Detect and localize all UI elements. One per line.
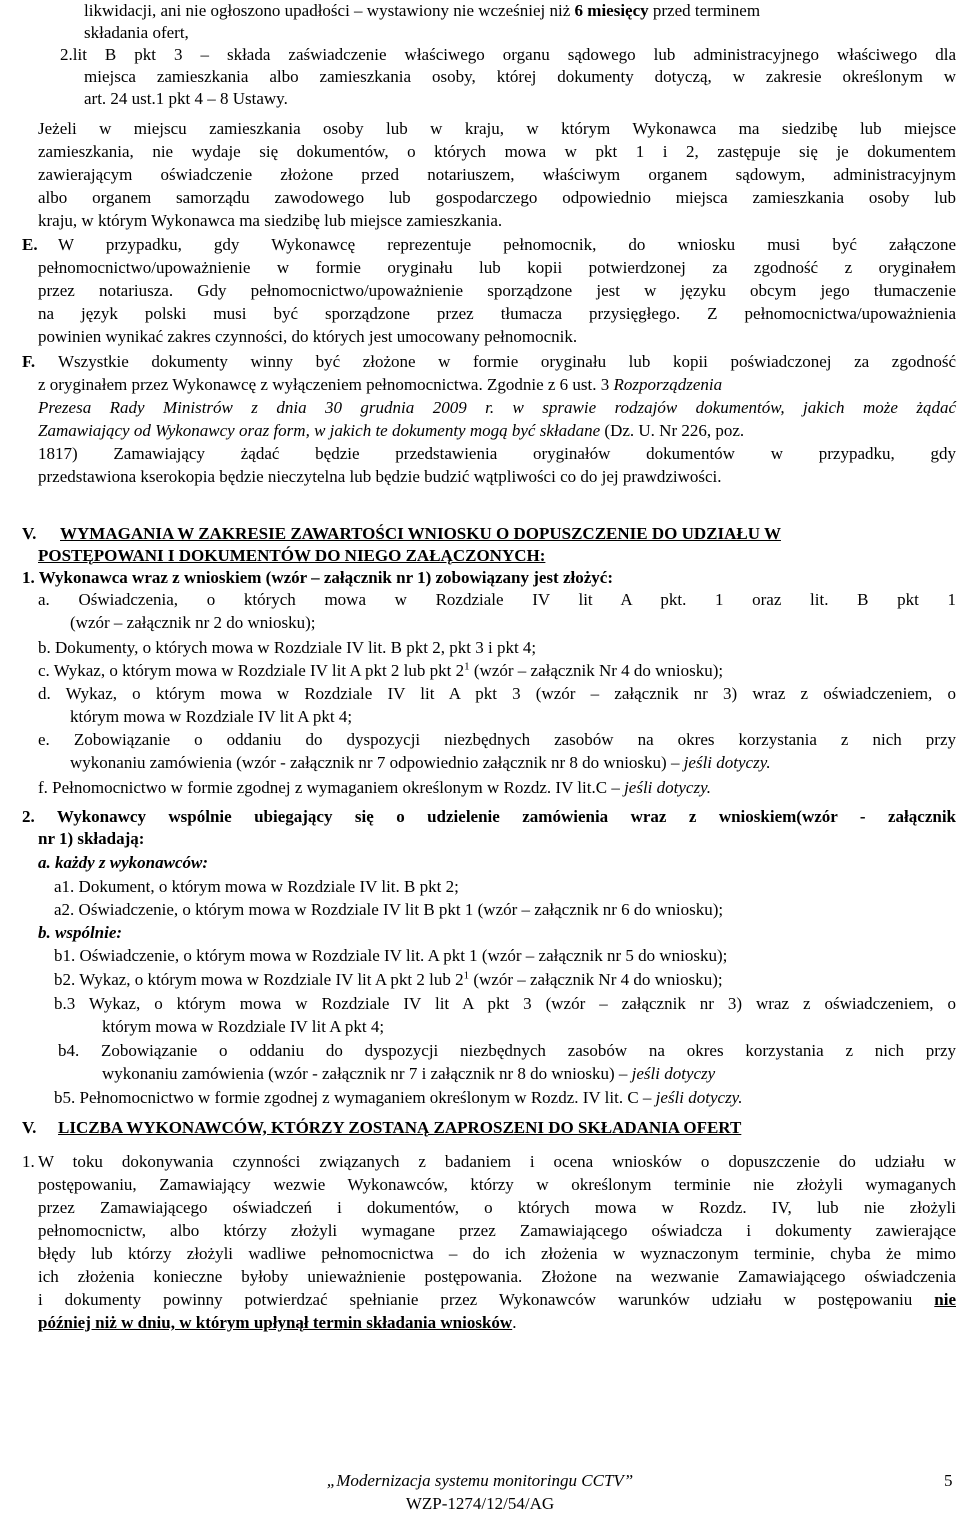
jezeli-line-4: albo organem samorządu zawodowego lub gospodarczego odpowiednio miejsca zamieszkania osoby lub: [38, 188, 956, 207]
item-b: b. Dokumenty, o których mowa w Rozdziale IV lit. B pkt 2, pkt 3 i pkt 4;: [38, 638, 537, 657]
section-f-line-2: z oryginałem przez Wykonawcę z wyłączeniem pełnomocnictwa. Zgodnie z 6 ust. 3 Rozporządzenia: [38, 375, 723, 394]
section-v-point-2-line-2: nr 1) składają:: [38, 829, 145, 848]
top-line-5: art. 24 ust.1 pkt 4 – 8 Ustawy.: [84, 89, 288, 108]
section-f-line-3: Prezesa Rady Ministrów z dnia 30 grudnia 2009 r. w sprawie rodzajów dokumentów, jakich może żądać: [38, 398, 956, 417]
jezeli-line-5: kraju, w którym Wykonawca ma siedzibę lub miejsce zamieszkania.: [38, 211, 503, 230]
section-e-line-4: na język polski musi być sporządzone przez tłumacza przysięgłego. Z pełnomocnictwa/upoważnienia: [38, 304, 956, 323]
jezeli-line-3: zawierającym oświadczenie złożone przed notariuszem, właściwym organem sądowym, administracyjnym: [38, 165, 956, 184]
section-v2-line-5: błędy lub którzy złożyli wadliwe pełnomocnictwa – do ich złożenia w wyznaczonym terminie, chyba że mimo: [38, 1244, 956, 1263]
footer-reference: WZP-1274/12/54/AG: [405, 1494, 555, 1513]
section-e-letter: E.: [22, 235, 38, 254]
item-d-line-1: d. Wykaz, o którym mowa w Rozdziale IV lit A pkt 3 (wzór – załącznik nr 3) wraz z oświadczeniem, o: [38, 684, 956, 703]
section-v2-line-8: później niż w dniu, w którym upłynął termin składania wniosków.: [38, 1313, 517, 1332]
section-v-number: V.: [22, 524, 37, 543]
top-line-2: składania ofert,: [84, 23, 189, 42]
section-f-line-4: Zamawiający od Wykonawcy oraz form, w jakich te dokumenty mogą być składane (Dz. U. Nr 226, poz.: [38, 421, 745, 440]
section-e-line-1: W przypadku, gdy Wykonawcę reprezentuje pełnomocnik, do wniosku musi być załączone: [58, 235, 956, 254]
item-a1: a1. Dokument, o którym mowa w Rozdziale IV lit. B pkt 2;: [54, 877, 459, 896]
item-a-line-1: a. Oświadczenia, o których mowa w Rozdziale IV lit A pkt. 1 oraz lit. B pkt 1: [38, 590, 956, 609]
section-v2-line-7: i dokumenty powinny potwierdzać spełnianie przez Wykonawców warunków udziału w postępowaniu nie: [38, 1290, 956, 1309]
item-a2: a2. Oświadczenie, o którym mowa w Rozdziale IV lit B pkt 1 (wzór – załącznik nr 6 do wniosku);: [54, 900, 724, 919]
top-line-4: miejsca zamieszkania albo zamieszkania osoby, której dokumenty dotyczą, w zakresie określonym w: [84, 67, 956, 86]
jezeli-line-2: zamieszkania, nie wydaje się dokumentów, o których mowa w pkt 1 i 2, zastępuje się je dokumentem: [38, 142, 956, 161]
section-v2-line-3: przez Zamawiającego oświadczeń i dokumentów, o których mowa w Rozdz. IV, lub nie złożyli: [38, 1198, 956, 1217]
section-v2-line-2: postępowaniu, Zamawiający wezwie Wykonawców, którzy w określonym terminie nie złożyli wymaganych: [38, 1175, 956, 1194]
section-f-letter: F.: [22, 352, 36, 371]
section-v2-point-1-number: 1.: [22, 1152, 35, 1171]
each-contractor-heading: a. każdy z wykonawców:: [38, 853, 208, 872]
section-v2-line-6: ich złożenia konieczne byłoby unieważnienie postępowania. Złożone na wezwanie Zamawiającego oświadczenia: [38, 1267, 956, 1286]
item-f: f. Pełnomocnictwo w formie zgodnej z wymaganiem określonym w Rozdz. IV lit.C – jeśli dotyczy.: [38, 778, 711, 797]
item-d-line-2: którym mowa w Rozdziale IV lit A pkt 4;: [70, 707, 353, 726]
top-line-1: likwidacji, ani nie ogłoszono upadłości – wystawiony nie wcześniej niż 6 miesięcy przed terminem: [84, 1, 761, 20]
section-e-line-2: pełnomocnictwo/upoważnienie w formie oryginału lub kopii potwierdzonej za zgodność z oryginałem: [38, 258, 956, 277]
item-b3-line-1: b.3 Wykaz, o którym mowa w Rozdziale IV lit A pkt 3 (wzór – załącznik nr 3) wraz z oświadczeniem, o: [54, 994, 956, 1013]
section-v2-line-4: pełnomocnictw, albo którzy złożyli wymagane przez Zamawiającego oświadcza i dokumenty zawierające: [38, 1221, 956, 1240]
section-f-line-6: przedstawiona kserokopia będzie nieczytelna lub będzie budzić wątpliwości co do jej prawdziwości.: [38, 467, 722, 486]
section-v2-line-1: W toku dokonywania czynności związanych z badaniem i ocena wniosków o dopuszczenie do udziału w: [38, 1152, 956, 1171]
item-e-line-2: wykonaniu zamówienia (wzór - załącznik nr 7 odpowiednio załącznik nr 8 do wniosku) – jeśli dotyczy.: [70, 753, 771, 772]
item-e-line-1: e. Zobowiązanie o oddaniu do dyspozycji niezbędnych zasobów na okres korzystania z nich przy: [38, 730, 956, 749]
item-c: c. Wykaz, o którym mowa w Rozdziale IV lit A pkt 2 lub pkt $2^1$ (wzór – załącznik Nr 4 do wniosku);: [38, 660, 724, 680]
section-v-point-1: 1. Wykonawca wraz z wnioskiem (wzór – załącznik nr 1) zobowiązany jest złożyć:: [22, 568, 613, 587]
item-b3-line-2: którym mowa w Rozdziale IV lit A pkt 4;: [102, 1017, 385, 1036]
section-v2-number: V.: [22, 1118, 37, 1137]
jointly-heading: b. wspólnie:: [38, 923, 123, 942]
item-a-line-2: (wzór – załącznik nr 2 do wniosku);: [70, 613, 316, 632]
item-b5: b5. Pełnomocnictwo w formie zgodnej z wymaganiem określonym w Rozdz. IV lit. C – jeśli dotyczy.: [54, 1088, 743, 1107]
top-line-3: 2.lit B pkt 3 – składa zaświadczenie właściwego organu sądowego lub administracyjnego właściwego dla: [60, 45, 956, 64]
section-e-line-5: powinien wynikać zakres czynności, do których jest umocowany pełnomocnik.: [38, 327, 578, 346]
item-b1: b1. Oświadczenie, o którym mowa w Rozdziale IV lit. A pkt 1 (wzór – załącznik nr 5 do wniosku);: [54, 946, 728, 965]
jezeli-line-1: Jeżeli w miejscu zamieszkania osoby lub w kraju, w którym Wykonawca ma siedzibę lub miejsce: [38, 119, 956, 138]
item-b4-line-1: b4. Zobowiązanie o oddaniu do dyspozycji niezbędnych zasobów na okres korzystania z nich przy: [58, 1041, 956, 1060]
item-b2: b2. Wykaz, o którym mowa w Rozdziale IV lit A pkt 2 lub $2^1$ (wzór – załącznik Nr 4 do wniosku);: [54, 969, 723, 989]
item-b4-line-2: wykonaniu zamówienia (wzór - załącznik nr 7 i załącznik nr 8 do wniosku) – jeśli dotyczy: [102, 1064, 716, 1083]
section-e-line-3: przez notariusza. Gdy pełnomocnictwo/upoważnienie sporządzone jest w języku obcym jego tłumaczenie: [38, 281, 956, 300]
page-number: 5: [944, 1471, 953, 1490]
section-f-line-1: Wszystkie dokumenty winny być złożone w formie oryginału lub kopii poświadczonej za zgodność: [58, 352, 956, 371]
section-v-title-1: WYMAGANIA W ZAKRESIE ZAWARTOŚCI WNIOSKU O DOPUSZCZENIE DO UDZIAŁU W: [60, 524, 781, 543]
section-v-point-2-line-1: 2. Wykonawcy wspólnie ubiegający się o udzielenie zamówienia wraz z wnioskiem(wzór - załącznik: [22, 807, 956, 826]
section-f-line-5: 1817) Zamawiający żądać będzie przedstawienia oryginałów dokumentów w przypadku, gdy: [38, 444, 956, 463]
footer-project-title: „Modernizacja systemu monitoringu CCTV”: [326, 1471, 634, 1490]
section-v2-title: LICZBA WYKONAWCÓW, KTÓRZY ZOSTANĄ ZAPROSZENI DO SKŁADANIA OFERT: [58, 1118, 742, 1137]
section-v-title-2: POSTĘPOWANI I DOKUMENTÓW DO NIEGO ZAŁĄCZONYCH:: [38, 546, 546, 565]
